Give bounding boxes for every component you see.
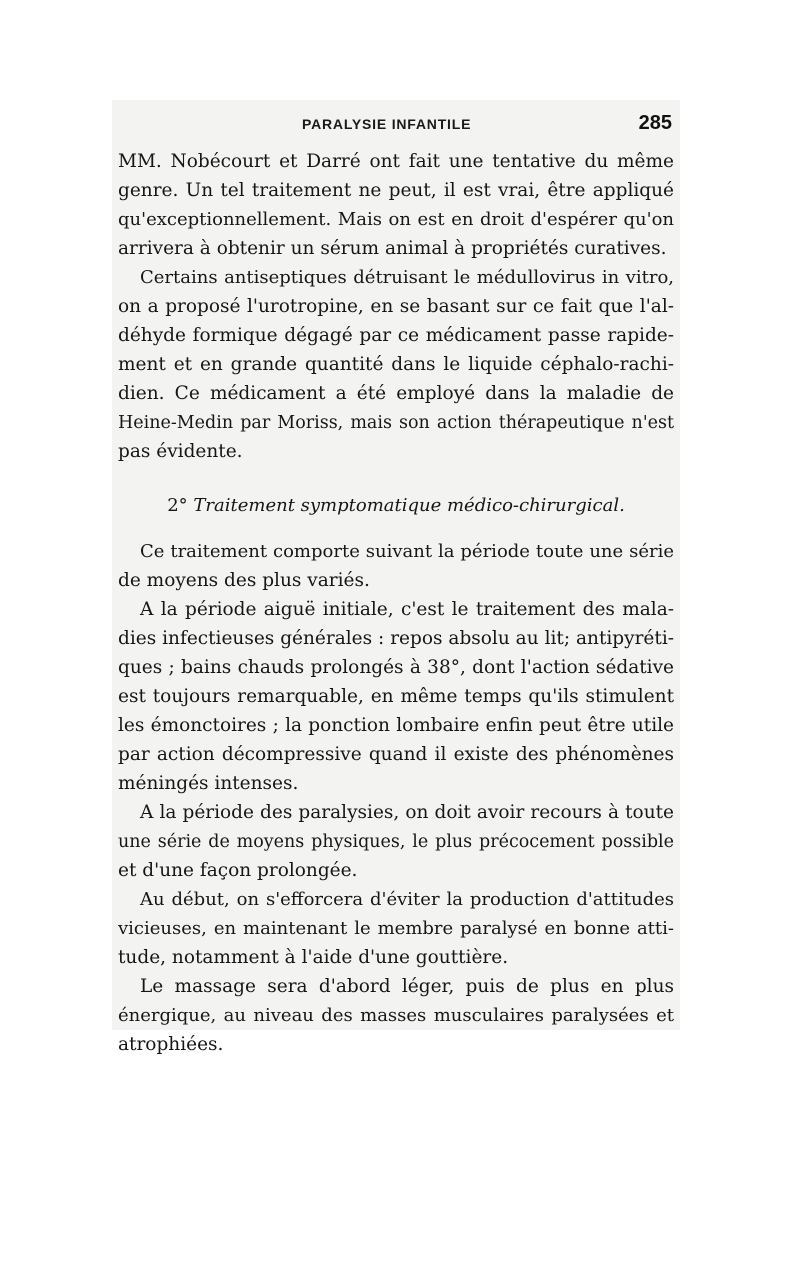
text-line: pas évidente. [118, 441, 243, 462]
text-line: ques ; bains chauds prolongés à 38°, dont l'action sédative [118, 657, 674, 678]
section-heading [118, 492, 674, 520]
running-head-title: PARALYSIE INFANTILE [302, 116, 472, 132]
section-number: 2° [167, 495, 188, 516]
section-title: Traitement symptomatique médico-chirurgical. [193, 495, 625, 516]
text-line: Certains antiseptiques détruisant le médullovirus in vitro, [140, 267, 674, 288]
text-line: Le massage sera d'abord léger, puis de plus en plus [140, 976, 674, 997]
text-line: par action décompressive quand il existe des phénomènes [118, 744, 674, 765]
text-line: qu'exceptionnellement. Mais on est en droit d'espérer qu'on [118, 209, 674, 230]
text-line: et d'une façon prolongée. [118, 860, 358, 881]
text-line: Au début, on s'efforcera d'éviter la production d'attitudes [140, 889, 674, 910]
text-line: A la période des paralysies, on doit avoir recours à toute [140, 802, 674, 823]
text-line: de moyens des plus variés. [118, 570, 370, 591]
text-line: déhyde formique dégagé par ce médicament passe rapide- [118, 325, 674, 346]
text-line: est toujours remarquable, en même temps qu'ils stimulent [118, 686, 674, 707]
text-line: énergique, au niveau des masses musculaires paralysées et [118, 1005, 674, 1026]
text-line: dies infectieuses générales : repos absolu au lit; antipyréti- [118, 628, 674, 649]
text-line: vicieuses, en maintenant le membre paralysé en bonne atti- [118, 918, 674, 939]
text-line: genre. Un tel traitement ne peut, il est vrai, être appliqué [118, 180, 674, 201]
text-line: Ce traitement comporte suivant la période toute une série [140, 541, 674, 562]
running-head [118, 110, 674, 138]
text-line: une série de moyens physiques, le plus précocement possible [118, 832, 674, 852]
text-line: méningés intenses. [118, 773, 299, 794]
text-line: on a proposé l'urotropine, en se basant sur ce fait que l'al- [118, 296, 674, 317]
text-line: ment et en grande quantité dans le liquide céphalo-rachi- [118, 354, 674, 375]
text-line: atrophiées. [118, 1034, 224, 1055]
text-line: les émonctoires ; la ponction lombaire enfin peut être utile [118, 715, 674, 736]
text-line: arrivera à obtenir un sérum animal à propriétés curatives. [118, 238, 667, 259]
text-line: A la période aiguë initiale, c'est le traitement des mala- [140, 599, 674, 620]
text-line: dien. Ce médicament a été employé dans la maladie de [118, 383, 674, 404]
text-line: tude, notamment à l'aide d'une gouttière. [118, 947, 509, 968]
text-line: Heine-Medin par Moriss, mais son action thérapeutique n'est [118, 413, 674, 433]
page-number: 285 [638, 112, 672, 134]
text-line: MM. Nobécourt et Darré ont fait une tentative du même [118, 151, 674, 172]
